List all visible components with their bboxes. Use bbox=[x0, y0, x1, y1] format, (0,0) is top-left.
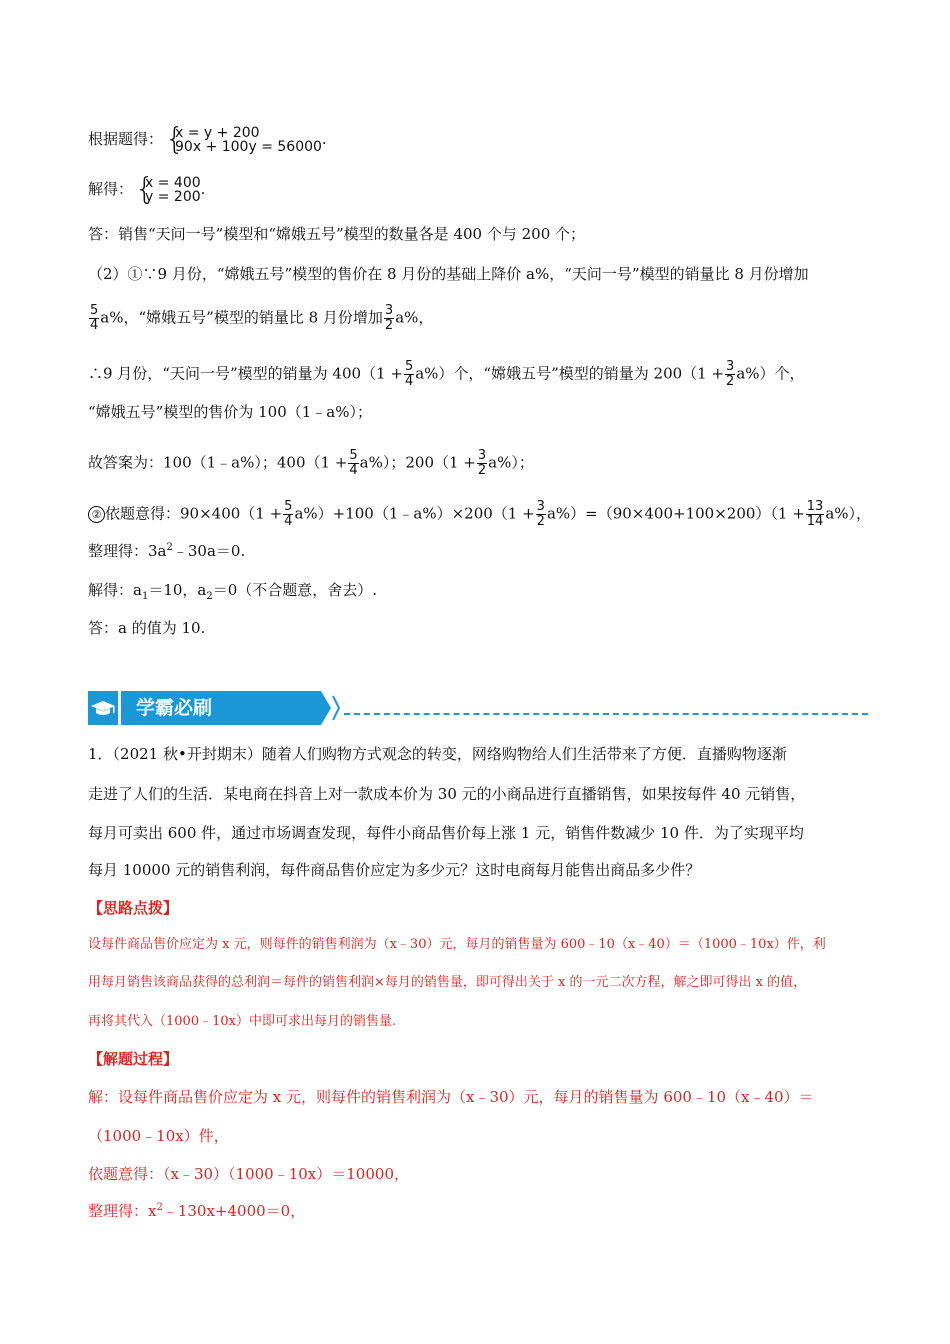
part2-line-2: $\frac{5}{4}$ a%，“嫦娥五号”模型的销量比 8 月份增加 $\frac{3}{2}$ a%， bbox=[90, 303, 434, 333]
fraction-5-4: $\frac{5}{4}$ bbox=[404, 359, 414, 389]
fraction-5-4: $\frac{5}{4}$ bbox=[349, 448, 358, 478]
solution-line-1: 根据题得： { x = y + 200 90x + 100y = 56000 . bbox=[88, 122, 327, 157]
problem-line-3: 每月可卖出 600 件，通过市场调查发现，每件小商品售价每上涨 1 元，销售件数减少 10 件．为了实现平均 bbox=[88, 824, 804, 842]
solution-line-2: 解得： { x = 400 y = 200 . bbox=[88, 172, 206, 207]
fraction-3-2: $\frac{3}{2}$ bbox=[477, 448, 487, 478]
part2-answer: 故答案为：100（1﹣a%）；400（1 + $\frac{5}{4}$ a%）；200（1 + $\frac{3}{2}$ a%）； bbox=[88, 448, 534, 478]
section-divider bbox=[344, 713, 868, 715]
hint-line-1: 设每件商品售价应定为 x 元，则每件的销售利润为（x﹣30）元，每月的销售量为 600﹣10（x﹣40）＝（1000﹣10x）件，利 bbox=[88, 937, 826, 952]
section-header bbox=[88, 691, 868, 725]
fraction-5-4: $\frac{5}{4}$ bbox=[90, 303, 99, 333]
fraction-3-2: $\frac{3}{2}$ bbox=[384, 303, 394, 333]
section-title: 学霸必刷 bbox=[121, 691, 321, 725]
final-answer: 答：a 的值为 10. bbox=[88, 619, 206, 637]
part2-line-3: ∴9 月份，“天问一号”模型的销量为 400（1 + $\frac{5}{4}$ a%）个，“嫦娥五号”模型的销量为 200（1 + $\frac{3}{2}$ a%）个， bbox=[88, 359, 805, 389]
part2-line-4: “嫦娥五号”模型的售价为 100（1﹣a%）； bbox=[88, 403, 372, 421]
hint-line-2: 用每月销售该商品获得的总利润＝每件的销售利润×每月的销售量，即可得出关于 x 的一元二次方程，解之即可得出 x 的值， bbox=[88, 975, 807, 990]
graduation-cap-icon bbox=[88, 691, 118, 725]
simplify-line: 整理得：$3a^2﹣30a=0$. bbox=[88, 542, 246, 560]
process-heading: 【解题过程】 bbox=[88, 1050, 179, 1068]
equation-system-2: { x = 400 y = 200 bbox=[135, 172, 201, 207]
solve-line: 解得：$a_1=10$，$a_2=0$（不合题意，舍去）. bbox=[88, 581, 378, 602]
problem-line-1: 1．（2021 秋•开封期末）随着人们购物方式观念的转变，网络购物给人们生活带来了方便．直播购物逐渐 bbox=[88, 745, 787, 763]
fraction-13-14: $\frac{13}{14}$ bbox=[806, 499, 824, 529]
circled-two: ② bbox=[88, 506, 105, 523]
process-line-1: 解：设每件商品售价应定为 x 元，则每件的销售利润为（x﹣30）元，每月的销售量为 600﹣10（x﹣40）＝ bbox=[88, 1088, 814, 1106]
problem-line-4: 每月 10000 元的销售利润，每件商品售价应定为多少元？这时电商每月能售出商品多少件？ bbox=[88, 861, 701, 879]
fraction-5-4: $\frac{5}{4}$ bbox=[284, 499, 293, 529]
process-line-3: 依题意得：（x﹣30）（1000﹣10x）＝10000， bbox=[88, 1165, 409, 1183]
process-line-2: （1000﹣10x）件， bbox=[88, 1127, 229, 1145]
hint-line-3: 再将其代入（1000﹣10x）中即可求出每月的销售量. bbox=[88, 1014, 397, 1029]
chevron-outline-icon bbox=[332, 695, 340, 721]
problem-line-2: 走进了人们的生活．某电商在抖音上对一款成本价为 30 元的小商品进行直播销售，如果按每件 40 元销售， bbox=[88, 785, 806, 803]
process-line-4: 整理得：$x^2﹣130x+4000=0$， bbox=[88, 1202, 306, 1220]
fraction-3-2: $\frac{3}{2}$ bbox=[726, 359, 735, 389]
part2-equation-line: ② 依题意得：90×400（1 + $\frac{5}{4}$ a%）+100（1﹣a%）×200（1 + $\frac{3}{2}$ a%）=（90×400+100×200）（1 + $\frac{13}{14}$ a%）， bbox=[88, 500, 871, 529]
answer-line-1: 答：销售“天问一号”模型和“嫦娥五号”模型的数量各是 400 个与 200 个； bbox=[88, 225, 586, 243]
hint-heading: 【思路点拨】 bbox=[88, 899, 179, 917]
equation-system-1: { x = y + 200 90x + 100y = 56000 bbox=[165, 122, 322, 157]
part2-line-1: （2）①∵9 月份，“嫦娥五号”模型的售价在 8 月份的基础上降价 a%，“天问一号”模型的销量比 8 月份增加 bbox=[88, 265, 809, 283]
chevron-right-icon bbox=[321, 691, 331, 725]
fraction-3-2: $\frac{3}{2}$ bbox=[536, 499, 545, 529]
